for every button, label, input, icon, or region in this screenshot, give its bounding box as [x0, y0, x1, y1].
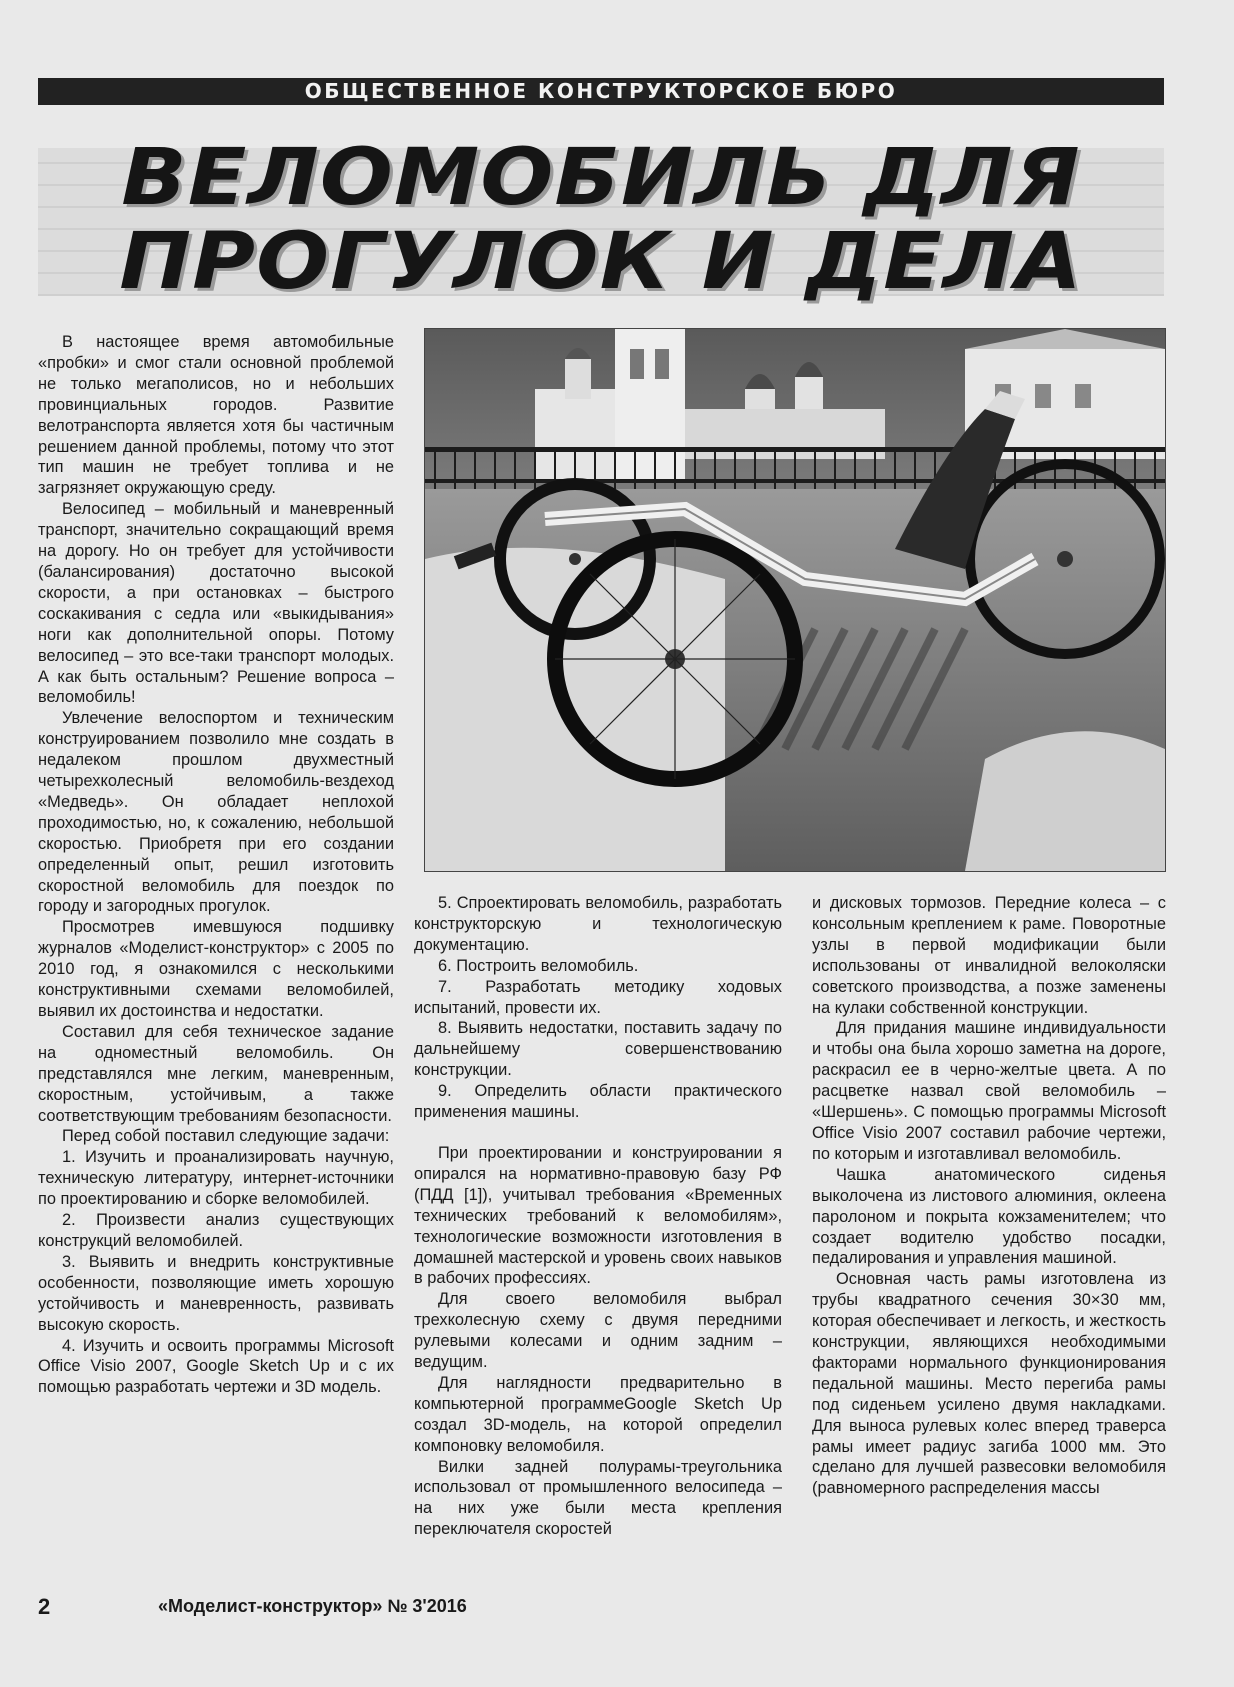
paragraph: Для придания машине индивидуальности и чтобы она была хорошо заметна на дороге, раскрасил ее в черно-желтые цвета. А по расцветке назвал свой веломобиль – «Шершень». С помощью программы Microsoft Office Visio 2007 составил рабочие чертежи, по которым и изготавливал веломобиль.	[812, 1019, 1166, 1163]
title-line-2: ПРОГУЛОК И ДЕЛА	[119, 217, 1083, 307]
list-item: 9. Определить области практического применения машины.	[414, 1082, 782, 1122]
paragraph: При проектировании и конструировании я опирался на нормативно-правовую базу РФ (ПДД [1]), учитывал требования «Временных технических требований к веломобилям», технологические возможности изготовления в домашней мастерской и уровень своих навыков в рабочих профессиях.	[414, 1143, 782, 1288]
paragraph: Вилки задней полурамы-треугольника использовал от промышленного велосипеда – на них уже были места крепления переключателя скоростей	[414, 1457, 782, 1539]
paragraph: Чашка анатомического сиденья выколочена из листового алюминия, оклеена паролоном и покрыта кожзаменителем; что создает водителю удобство посадки, педалирования и управления машиной.	[812, 1165, 1166, 1268]
list-item: 8. Выявить недостатки, поставить задачу по дальнейшему совершенствованию конструкции.	[414, 1019, 782, 1080]
paragraph: и дисковых тормозов. Передние колеса – с консольным креплением к раме. Поворотные узлы в первой модификации были использованы от инвалидной велоколяски советского производства, а позже заменены на кулаки собственной конструкции.	[812, 894, 1166, 1017]
list-item: 2. Произвести анализ существующих конструкций веломобилей.	[38, 1211, 394, 1250]
magazine-issue: «Моделист-конструктор» № 3'2016	[158, 1596, 467, 1616]
paragraph: В настоящее время автомобильные «пробки» и смог стали основной проблемой не только мегаполисов, но и небольших провинциальных городов. Развитие велотранспорта является хотя бы частичным решением данной проблемы, потому что этот тип машин не требует топлива и не загрязняет окружающую среду.	[38, 333, 394, 498]
paragraph: Перед собой поставил следующие задачи:	[62, 1127, 390, 1146]
velomobile-photo	[424, 328, 1166, 872]
section-rubric: ОБЩЕСТВЕННОЕ КОНСТРУКТОРСКОЕ БЮРО	[38, 78, 1164, 105]
text-column-3	[812, 893, 1166, 1499]
list-item: 1. Изучить и проанализировать научную, техническую литературу, интернет-источники по проектированию и сборке веломобилей.	[38, 1148, 394, 1209]
paragraph: Увлечение велоспортом и техническим конструированием позволило мне создать в недалеком прошлом двухместный четырехколесный веломобиль-вездеход «Медведь». Он обладает неплохой проходимостью, но, к сожалению, небольшой скоростью. Приобретя при его создании определенный опыт, решил изготовить скоростной веломобиль для поездок по городу и загородных прогулок.	[38, 709, 394, 916]
title-line-1: ВЕЛОМОБИЛЬ ДЛЯ	[121, 133, 1081, 223]
paragraph: Для наглядности предварительно в компьютерной программеGoogle Sketch Up создал 3D-модель, на которой определил компоновку веломобиля.	[414, 1373, 782, 1455]
velomobile-photo-image	[425, 329, 1165, 871]
list-item: 6. Построить веломобиль.	[438, 956, 639, 975]
list-item: 3. Выявить и внедрить конструктивные особенности, позволяющие иметь хорошую устойчивость и маневренность, развивать высокую скорость.	[38, 1252, 394, 1334]
paragraph: Составил для себя техническое задание на одноместный веломобиль. Он представлялся мне легким, маневренным, скоростным, устойчивым, а также соответствующим требованиям безопасности.	[38, 1022, 394, 1125]
paragraph: Велосипед – мобильный и маневренный транспорт, значительно сокращающий время на дорогу. Но он требует для устойчивости (балансирования) достаточно высокой скорости, а при остановках – быстрого соскакивания с седла или «выкидывания» ноги как дополнительной опоры. Потому велосипед – это все-таки транспорт молодых. А как быть остальным? Решение вопроса – веломобиль!	[38, 500, 394, 707]
paragraph: Для своего веломобиля выбрал трехколесную схему с двумя передними рулевыми колесами и одним задним – ведущим.	[414, 1290, 782, 1372]
text-column-1	[38, 332, 394, 1398]
text-column-2	[414, 893, 782, 1540]
list-item: 5. Спроектировать веломобиль, разработать конструкторскую и технологическую документацию.	[414, 894, 782, 954]
list-item: 4. Изучить и освоить программы Microsoft Office Visio 2007, Google Sketch Up и с их помощью разработать чертежи и 3D модель.	[38, 1336, 394, 1397]
article-title	[0, 133, 1220, 307]
paragraph: Просмотрев имевшуюся подшивку журналов «Моделист-конструктор» с 2005 по 2010 год, я ознакомился с несколькими конструктивными схемами веломобилей, выявил их достоинства и недостатки.	[38, 918, 394, 1020]
page-number: 2	[38, 1594, 51, 1619]
list-item: 7. Разработать методику ходовых испытаний, провести их.	[414, 977, 782, 1017]
paragraph: Основная часть рамы изготовлена из трубы квадратного сечения 30×30 мм, которая обеспечивает и легкость, и жесткость конструкции, являющихся необходимыми факторами нормального функционирования педальной машины. Место перегиба рамы под сиденьем усилено двумя накладками. Для выноса рулевых колес вперед траверса рамы имеет радиус загиба 1000 мм. Это сделано для лучшей развесовки веломобиля (равномерного распределения массы	[812, 1270, 1166, 1498]
